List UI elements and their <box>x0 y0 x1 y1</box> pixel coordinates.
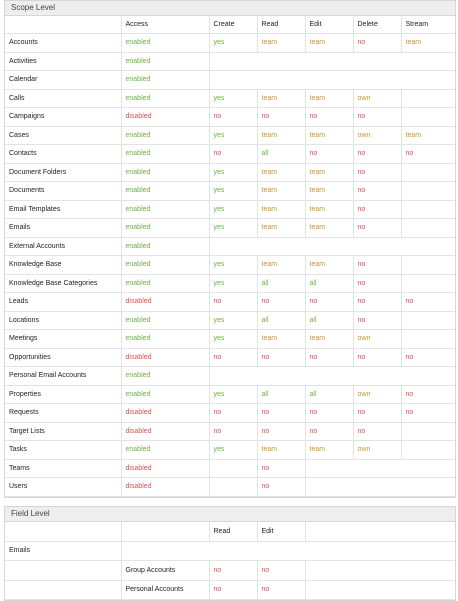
stream-cell: no <box>401 385 455 404</box>
column-header <box>5 16 121 34</box>
access-cell: enabled <box>121 385 209 404</box>
table-row <box>5 219 455 238</box>
delete-cell: no <box>353 108 401 127</box>
stream-cell <box>401 219 455 238</box>
field-name: Group Accounts <box>121 561 209 581</box>
scope-label: Calendar <box>5 71 121 90</box>
empty-cell <box>305 580 455 600</box>
create-cell: yes <box>209 182 257 201</box>
empty-cell <box>305 478 455 497</box>
stream-cell: no <box>401 404 455 423</box>
table-row <box>5 478 455 497</box>
edit-cell: no <box>305 145 353 164</box>
field-level-heading: Field Level <box>5 507 455 522</box>
stream-cell: no <box>401 145 455 164</box>
scope-label: Campaigns <box>5 108 121 127</box>
create-cell <box>209 459 257 478</box>
table-row <box>5 274 455 293</box>
delete-cell: no <box>353 145 401 164</box>
column-header: Delete <box>353 16 401 34</box>
table-row <box>5 404 455 423</box>
delete-cell: no <box>353 293 401 312</box>
empty-cell <box>5 580 121 600</box>
scope-label: Meetings <box>5 330 121 349</box>
access-cell: disabled <box>121 293 209 312</box>
table-row <box>5 311 455 330</box>
stream-cell <box>401 200 455 219</box>
access-cell: enabled <box>121 311 209 330</box>
scope-label: Documents <box>5 182 121 201</box>
scope-level-panel <box>4 0 456 498</box>
delete-cell: own <box>353 385 401 404</box>
access-cell: disabled <box>121 422 209 441</box>
stream-cell <box>401 89 455 108</box>
table-row <box>5 34 455 53</box>
scope-label: Cases <box>5 126 121 145</box>
access-cell: enabled <box>121 256 209 275</box>
read-cell: no <box>257 348 305 367</box>
table-row <box>5 163 455 182</box>
scope-label: Contacts <box>5 145 121 164</box>
scope-label: Calls <box>5 89 121 108</box>
read-cell: team <box>257 126 305 145</box>
table-row <box>5 237 455 256</box>
edit-cell: team <box>305 126 353 145</box>
stream-cell: no <box>401 348 455 367</box>
read-cell: team <box>257 256 305 275</box>
delete-cell: own <box>353 441 401 460</box>
scope-label: Emails <box>5 219 121 238</box>
create-cell: yes <box>209 441 257 460</box>
access-cell: enabled <box>121 274 209 293</box>
create-cell: no <box>209 293 257 312</box>
access-cell: enabled <box>121 34 209 53</box>
read-cell: no <box>209 580 257 600</box>
read-cell: all <box>257 274 305 293</box>
access-cell: disabled <box>121 108 209 127</box>
read-cell: no <box>257 478 305 497</box>
access-cell: enabled <box>121 89 209 108</box>
table-row <box>5 580 455 600</box>
edit-cell: all <box>305 311 353 330</box>
table-row <box>5 145 455 164</box>
column-header: Stream <box>401 16 455 34</box>
edit-cell: no <box>305 404 353 423</box>
empty-cell <box>209 52 455 71</box>
column-header <box>121 522 209 541</box>
column-header: Read <box>209 522 257 541</box>
column-header: Read <box>257 16 305 34</box>
create-cell: yes <box>209 89 257 108</box>
edit-cell: all <box>305 385 353 404</box>
read-cell: team <box>257 163 305 182</box>
create-cell <box>209 478 257 497</box>
create-cell: yes <box>209 34 257 53</box>
read-cell: team <box>257 34 305 53</box>
delete-cell: no <box>353 311 401 330</box>
scope-label: Knowledge Base Categories <box>5 274 121 293</box>
table-row <box>5 441 455 460</box>
scope-label: Activities <box>5 52 121 71</box>
access-cell: enabled <box>121 237 209 256</box>
edit-cell: team <box>305 330 353 349</box>
delete-cell: no <box>353 348 401 367</box>
access-cell: enabled <box>121 145 209 164</box>
create-cell: no <box>209 108 257 127</box>
edit-cell: no <box>257 561 305 581</box>
scope-label: Leads <box>5 293 121 312</box>
empty-cell <box>209 71 455 90</box>
access-cell: enabled <box>121 182 209 201</box>
field-entity-label: Emails <box>5 541 121 561</box>
edit-cell: all <box>305 274 353 293</box>
scope-label: Document Folders <box>5 163 121 182</box>
column-header <box>5 522 121 541</box>
edit-cell: team <box>305 163 353 182</box>
create-cell: yes <box>209 385 257 404</box>
scope-label: Users <box>5 478 121 497</box>
create-cell: no <box>209 348 257 367</box>
scope-label: Personal Email Accounts <box>5 367 121 386</box>
access-cell: enabled <box>121 71 209 90</box>
edit-cell: team <box>305 182 353 201</box>
edit-cell: team <box>305 34 353 53</box>
field-header-row <box>5 522 455 541</box>
empty-cell <box>5 561 121 581</box>
edit-cell: no <box>305 108 353 127</box>
stream-cell <box>401 330 455 349</box>
stream-cell: no <box>401 293 455 312</box>
delete-cell: no <box>353 274 401 293</box>
scope-label: Opportunities <box>5 348 121 367</box>
delete-cell: no <box>353 404 401 423</box>
read-cell: team <box>257 330 305 349</box>
scope-label: Email Templates <box>5 200 121 219</box>
access-cell: disabled <box>121 459 209 478</box>
edit-cell: team <box>305 441 353 460</box>
create-cell: yes <box>209 330 257 349</box>
empty-cell <box>305 522 455 541</box>
stream-cell <box>401 163 455 182</box>
scope-header-row <box>5 16 455 34</box>
read-cell: team <box>257 182 305 201</box>
edit-cell: team <box>305 256 353 275</box>
create-cell: no <box>209 422 257 441</box>
access-cell: enabled <box>121 52 209 71</box>
read-cell: all <box>257 311 305 330</box>
create-cell: yes <box>209 274 257 293</box>
table-row <box>5 385 455 404</box>
empty-cell <box>305 459 455 478</box>
access-cell: enabled <box>121 200 209 219</box>
read-cell: no <box>257 404 305 423</box>
stream-cell <box>401 108 455 127</box>
create-cell: yes <box>209 219 257 238</box>
scope-label: Knowledge Base <box>5 256 121 275</box>
empty-cell <box>209 237 455 256</box>
create-cell: yes <box>209 126 257 145</box>
scope-label: Accounts <box>5 34 121 53</box>
column-header: Create <box>209 16 257 34</box>
access-cell: enabled <box>121 219 209 238</box>
stream-cell <box>401 311 455 330</box>
delete-cell: no <box>353 163 401 182</box>
read-cell: no <box>257 459 305 478</box>
entity-row <box>5 541 455 561</box>
create-cell: no <box>209 145 257 164</box>
edit-cell: team <box>305 89 353 108</box>
edit-cell: team <box>305 200 353 219</box>
create-cell: yes <box>209 256 257 275</box>
delete-cell: no <box>353 256 401 275</box>
table-row <box>5 459 455 478</box>
table-row <box>5 108 455 127</box>
scope-label: Requests <box>5 404 121 423</box>
table-row <box>5 71 455 90</box>
access-cell: enabled <box>121 330 209 349</box>
delete-cell: no <box>353 219 401 238</box>
field-name: Personal Accounts <box>121 580 209 600</box>
delete-cell: own <box>353 89 401 108</box>
delete-cell: own <box>353 330 401 349</box>
table-row <box>5 126 455 145</box>
edit-cell: no <box>257 580 305 600</box>
read-cell: no <box>257 108 305 127</box>
edit-cell: no <box>305 348 353 367</box>
create-cell: no <box>209 404 257 423</box>
empty-cell <box>121 541 455 561</box>
access-cell: enabled <box>121 367 209 386</box>
stream-cell <box>401 274 455 293</box>
stream-cell <box>401 422 455 441</box>
scope-label: External Accounts <box>5 237 121 256</box>
field-level-table <box>5 522 455 600</box>
access-cell: disabled <box>121 348 209 367</box>
table-row <box>5 89 455 108</box>
scope-label: Teams <box>5 459 121 478</box>
read-cell: team <box>257 200 305 219</box>
stream-cell <box>401 256 455 275</box>
field-level-panel <box>4 506 456 601</box>
delete-cell: no <box>353 422 401 441</box>
table-row <box>5 348 455 367</box>
edit-cell: no <box>305 422 353 441</box>
delete-cell: no <box>353 182 401 201</box>
access-cell: disabled <box>121 478 209 497</box>
delete-cell: no <box>353 200 401 219</box>
table-row <box>5 330 455 349</box>
table-row <box>5 182 455 201</box>
table-row <box>5 367 455 386</box>
stream-cell <box>401 182 455 201</box>
read-cell: team <box>257 219 305 238</box>
edit-cell: team <box>305 219 353 238</box>
table-row <box>5 52 455 71</box>
delete-cell: own <box>353 126 401 145</box>
read-cell: all <box>257 145 305 164</box>
scope-label: Locations <box>5 311 121 330</box>
read-cell: no <box>257 293 305 312</box>
table-row <box>5 561 455 581</box>
scope-label: Target Lists <box>5 422 121 441</box>
table-row <box>5 256 455 275</box>
access-cell: enabled <box>121 441 209 460</box>
table-row <box>5 293 455 312</box>
edit-cell: no <box>305 293 353 312</box>
column-header: Edit <box>257 522 305 541</box>
scope-level-table <box>5 16 455 497</box>
read-cell: no <box>209 561 257 581</box>
scope-level-heading: Scope Level <box>5 1 455 16</box>
read-cell: all <box>257 385 305 404</box>
delete-cell: no <box>353 34 401 53</box>
empty-cell <box>305 561 455 581</box>
access-cell: enabled <box>121 126 209 145</box>
access-cell: enabled <box>121 163 209 182</box>
read-cell: team <box>257 441 305 460</box>
create-cell: yes <box>209 200 257 219</box>
access-cell: disabled <box>121 404 209 423</box>
read-cell: no <box>257 422 305 441</box>
read-cell: team <box>257 89 305 108</box>
create-cell: yes <box>209 311 257 330</box>
stream-cell <box>401 441 455 460</box>
table-row <box>5 422 455 441</box>
empty-cell <box>209 367 455 386</box>
scope-label: Tasks <box>5 441 121 460</box>
create-cell: yes <box>209 163 257 182</box>
stream-cell: team <box>401 34 455 53</box>
column-header: Edit <box>305 16 353 34</box>
stream-cell: team <box>401 126 455 145</box>
scope-label: Properties <box>5 385 121 404</box>
table-row <box>5 200 455 219</box>
column-header: Access <box>121 16 209 34</box>
